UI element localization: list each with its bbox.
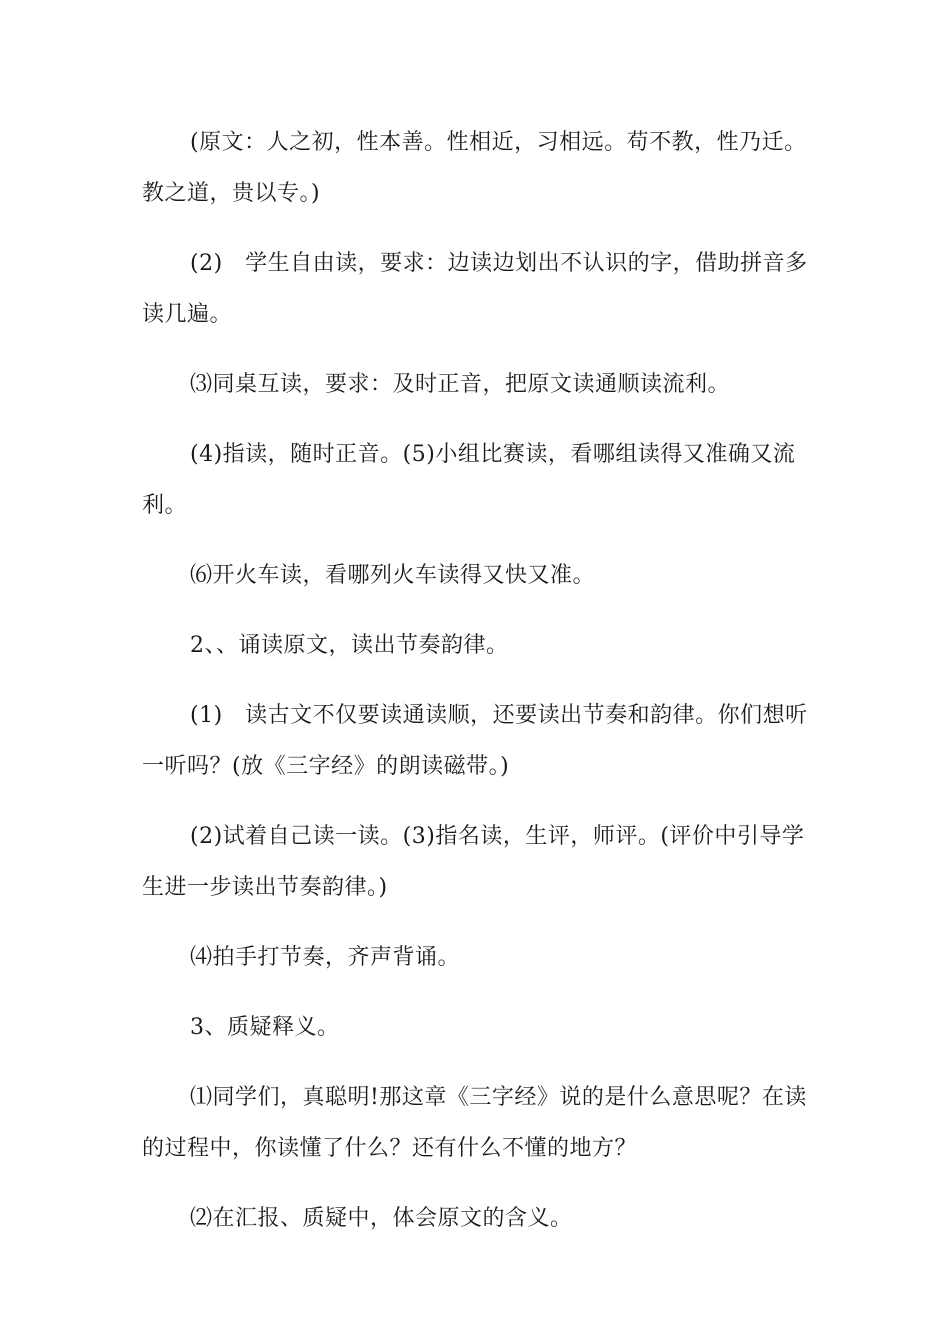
section-heading-3: 3、质疑释义。 <box>190 1015 340 1040</box>
paragraph-section-3-step-2: ⑵在汇报、质疑中，体会原文的含义。 <box>190 1206 573 1231</box>
paragraph-section-3-step-1: ⑴同学们，真聪明!那这章《三字经》说的是什么意思呢？在读的过程中，你读懂了什么？还有什么不懂的地方？ <box>142 1085 807 1161</box>
paragraph-section-2-step-2-3: (2)试着自己读一读。(3)指名读，生评，师评。(评价中引导学生进一步读出节奏韵律。) <box>142 824 805 900</box>
paragraph-step-2: (2) 学生自由读，要求：边读边划出不认识的字，借助拼音多读几遍。 <box>142 251 808 327</box>
document-body <box>142 117 810 1263</box>
section-heading-2: 2、、诵读原文，读出节奏韵律。 <box>190 633 509 658</box>
paragraph-original-text: (原文：人之初，性本善。性相近，习相远。苟不教，性乃迁。教之道，贵以专。) <box>142 130 807 206</box>
paragraph-step-6: ⑹开火车读，看哪列火车读得又快又准。 <box>190 563 596 588</box>
paragraph-step-3: ⑶同桌互读，要求：及时正音，把原文读通顺读流利。 <box>190 372 731 397</box>
paragraph-step-4-5: (4)指读，随时正音。(5)小组比赛读，看哪组读得又准确又流利。 <box>142 442 796 518</box>
paragraph-section-2-step-4: ⑷拍手打节奏，齐声背诵。 <box>190 945 461 970</box>
paragraph-section-2-step-1: (1) 读古文不仅要读通读顺，还要读出节奏和韵律。你们想听一听吗？(放《三字经》的朗读磁带。) <box>142 703 808 779</box>
